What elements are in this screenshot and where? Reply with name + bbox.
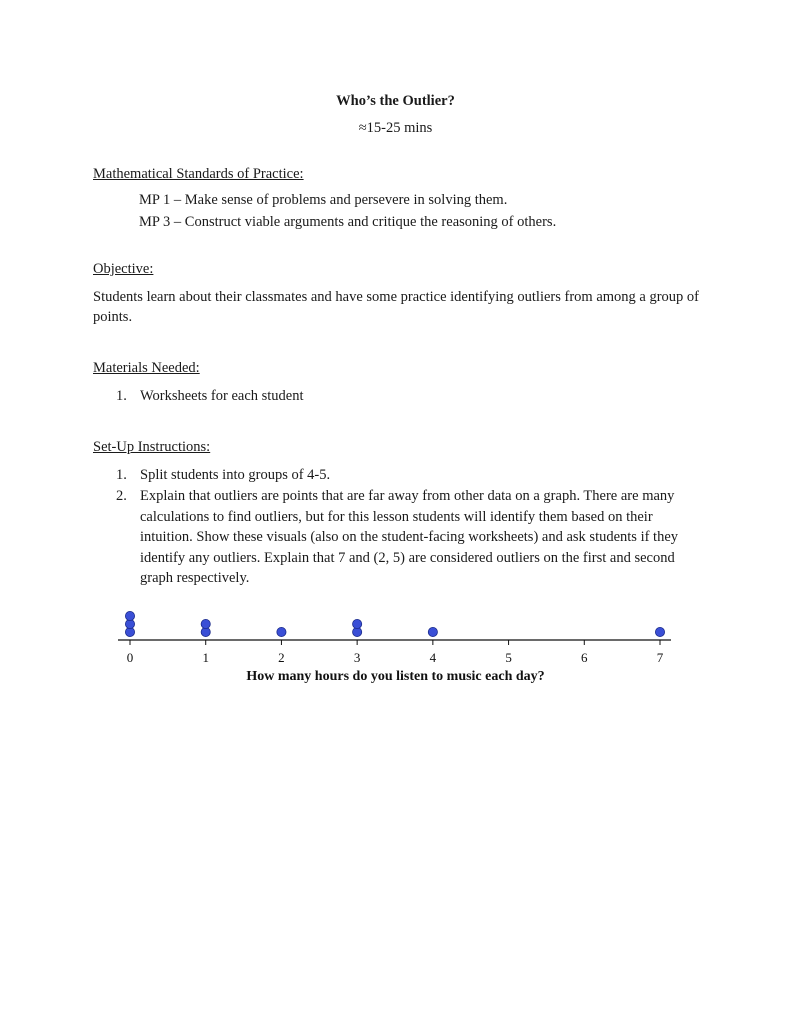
data-point — [125, 611, 134, 620]
x-tick-label: 3 — [353, 650, 361, 665]
x-tick-label: 7 — [656, 650, 664, 665]
x-axis-label: How many hours do you listen to music each day? — [246, 669, 545, 684]
list-text: Split students into groups of 4-5. — [140, 467, 331, 483]
data-point — [428, 627, 437, 636]
x-tick-label: 1 — [202, 650, 209, 665]
x-tick-label: 6 — [581, 650, 588, 665]
list-text: Worksheets for each student — [140, 388, 304, 404]
materials-heading: Materials Needed: — [93, 360, 200, 376]
list-text: Explain that outliers are points that are far away from other data on a graph. There are many calculations to find outliers, but for this lesson students will identify them based on their intuition. Show these visuals (also on the student-facing worksheets) and ask students if they identify any outliers. Explain that 7 and (2, 5) are considered outliers on the first and second graph respectively. — [140, 488, 679, 586]
standard-item: MP 3 – Construct viable arguments and critique the reasoning of others. — [139, 214, 557, 230]
list-number: 2. — [116, 488, 127, 504]
x-tick-label: 2 — [278, 650, 285, 665]
list-number: 1. — [116, 467, 127, 483]
standards-heading: Mathematical Standards of Practice: — [93, 166, 304, 182]
page-title: Who’s the Outlier? — [336, 93, 455, 109]
data-point — [277, 627, 286, 636]
duration-text: ≈15-25 mins — [358, 120, 433, 136]
objective-heading: Objective: — [93, 261, 154, 277]
objective-text: Students learn about their classmates and have some practice identifying outliers from among a group of points. — [93, 289, 700, 325]
x-tick-label: 0 — [126, 650, 134, 665]
setup-heading: Set-Up Instructions: — [93, 439, 211, 455]
x-tick-label: 4 — [429, 650, 437, 665]
data-point — [655, 627, 664, 636]
data-point — [353, 619, 362, 628]
data-point — [201, 619, 210, 628]
list-number: 1. — [116, 388, 127, 404]
x-tick-label: 5 — [505, 650, 512, 665]
standard-item: MP 1 – Make sense of problems and persevere in solving them. — [139, 192, 508, 208]
